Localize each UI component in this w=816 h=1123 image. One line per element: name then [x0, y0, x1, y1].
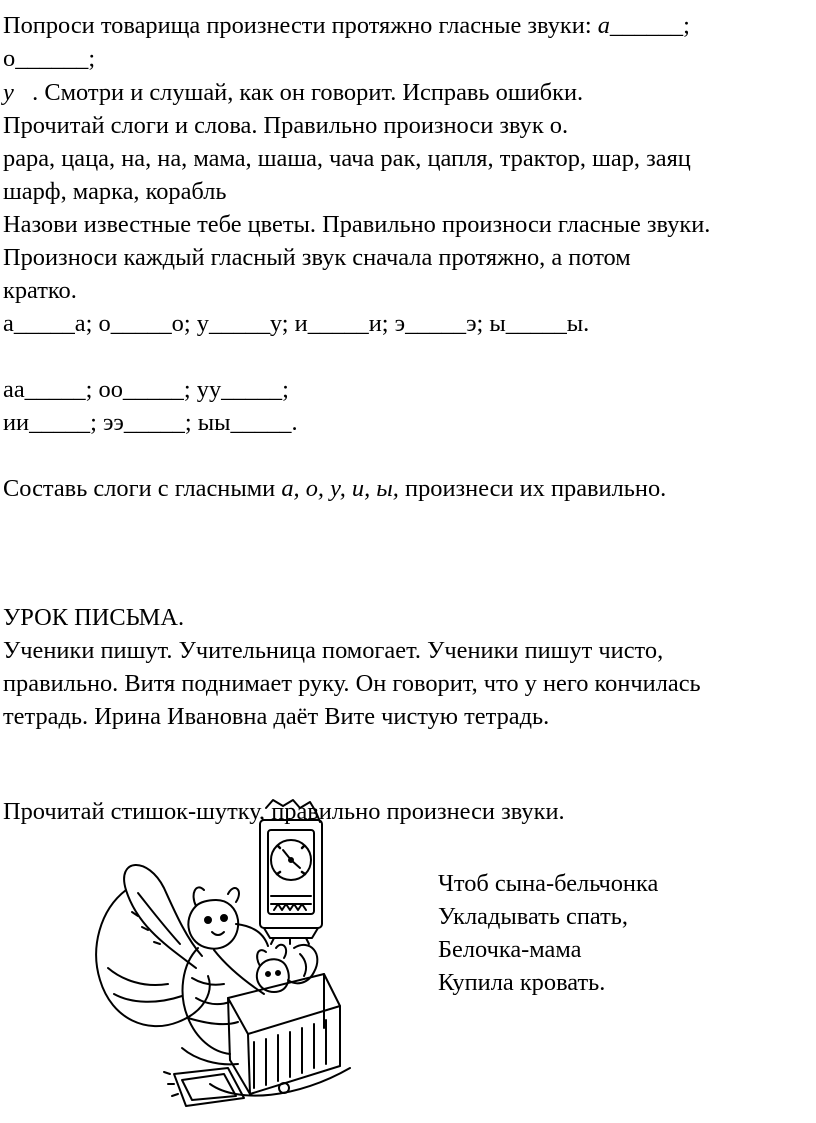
vowel-italic: а — [597, 12, 610, 39]
exercise-line-11: аа_____; оо_____; уу_____; — [3, 376, 289, 403]
wall-clock-icon — [260, 800, 322, 944]
exercise-line-8: Произноси каждый гласный звук сначала протяжно, а потом — [3, 244, 631, 271]
poem-line: Купила кровать. — [438, 968, 606, 996]
exercise-text: Попроси товарища произнести протяжно гласные звуки: — [3, 12, 598, 39]
exercise-line-2: о______; — [3, 45, 96, 72]
exercise-line-1 — [3, 10, 690, 43]
poem-line: Белочка-мама — [438, 935, 582, 963]
exercise-line-13 — [3, 473, 666, 506]
vowel-italic: у — [3, 79, 14, 106]
poem-block — [438, 868, 658, 1000]
exercise-text: Составь слоги с гласными — [3, 475, 282, 502]
lesson-paragraph-line-3: тетрадь. Ирина Ивановна даёт Вите чистую тетрадь. — [3, 703, 550, 730]
exercise-line-6: шарф, марка, корабль — [3, 178, 227, 205]
squirrel-cradle-illustration — [78, 798, 358, 1118]
exercise-line-9: кратко. — [3, 277, 77, 304]
poem-line: Укладывать спать, — [438, 902, 628, 930]
rug-icon — [164, 1068, 244, 1106]
baby-squirrel-icon — [257, 945, 318, 992]
exercise-line-5: рара, цаца, на, на, мама, шаша, чача рак, цапля, трактор, шар, заяц — [3, 145, 691, 172]
vowels-italic: а, о, у, и, ы, — [281, 475, 399, 502]
exercise-line-4: Прочитай слоги и слова. Правильно произноси звук о. — [3, 112, 569, 139]
blank: ______; — [609, 12, 690, 39]
exercise-line-7: Назови известные тебе цветы. Правильно произноси гласные звуки. — [3, 211, 711, 238]
squirrel-mother-icon — [182, 887, 268, 1064]
exercise-line-12: ии_____; ээ_____; ыы_____. — [3, 409, 298, 436]
exercise-text: произнеси их правильно. — [398, 475, 667, 502]
poem-line: Чтоб сына-бельчонка — [438, 870, 659, 897]
lesson-paragraph-line-2: правильно. Витя поднимает руку. Он говорит, что у него кончилась — [3, 670, 701, 697]
lesson-title: УРОК ПИСЬМА. — [3, 604, 185, 631]
exercise-text: . Смотри и слушай, как он говорит. Исправь ошибки. — [13, 79, 584, 106]
lesson-paragraph-line-1: Ученики пишут. Учительница помогает. Ученики пишут чисто, — [3, 637, 664, 664]
cradle-icon — [210, 974, 350, 1096]
exercise-line-10: а_____а; о_____о; у_____у; и_____и; э_____э; ы_____ы. — [3, 310, 590, 337]
squirrel-tail-icon — [96, 865, 210, 1026]
exercise-line-3 — [3, 77, 583, 110]
poem-intro: Прочитай стишок-шутку, правильно произнеси звуки. — [3, 798, 565, 825]
